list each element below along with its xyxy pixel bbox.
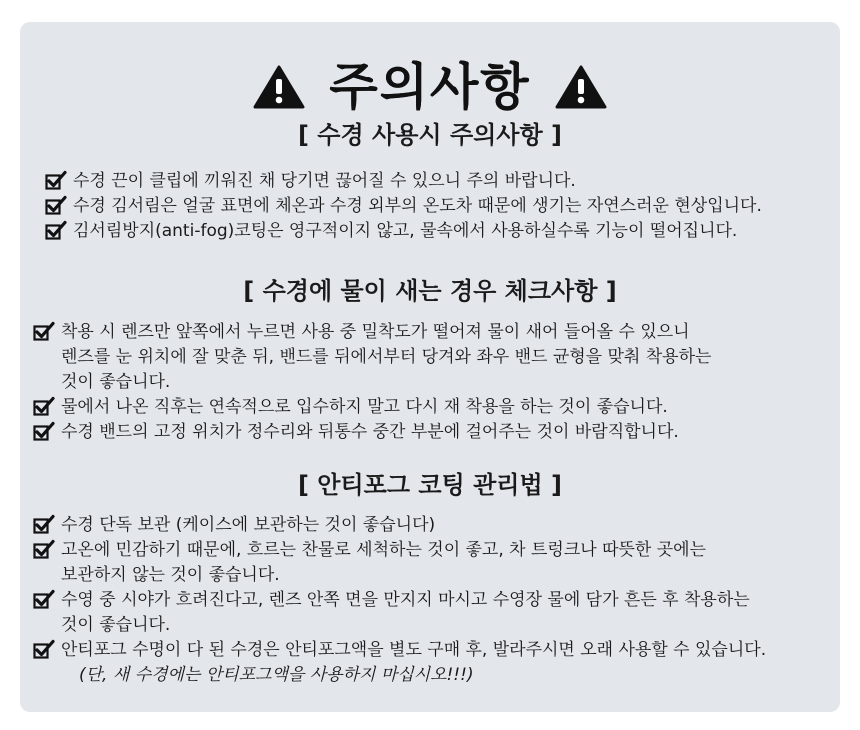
warning-triangle-icon: [253, 65, 305, 109]
item-line: 수영 중 시야가 흐려진다고, 렌즈 안쪽 면을 만지지 마시고 수영장 물에 담가 흔든 후 착용하는: [61, 590, 750, 610]
list-item: [33, 588, 853, 638]
section-heading-usage: [ 수경 사용시 주의사항 ]: [297, 121, 562, 149]
item-text: 수경 끈이 클립에 끼워진 채 당기면 끊어질 수 있으니 주의 바랍니다.: [73, 171, 576, 191]
checkbox-checked-icon: [33, 321, 55, 341]
checkbox-checked-icon: [45, 220, 67, 240]
notice-panel: [20, 22, 840, 712]
item-line: 착용 시 렌즈만 앞쪽에서 누르면 사용 중 밀착도가 떨어져 물이 새어 들어올 수 있으니: [61, 322, 690, 342]
item-text: [61, 320, 711, 395]
list-item: [45, 219, 860, 244]
item-line: 것이 좋습니다.: [61, 615, 171, 635]
item-text: 김서림방지(anti-fog)코팅은 영구적이지 않고, 물속에서 사용하실수록 기능이 떨어집니다.: [73, 221, 738, 241]
list-item: [33, 420, 853, 445]
checkbox-checked-icon: [33, 396, 55, 416]
item-line: 렌즈를 눈 위치에 잘 맞춘 뒤, 밴드를 뒤에서부터 당겨와 좌우 밴드 균형을 맞춰 착용하는: [61, 347, 712, 367]
list-item: [45, 194, 860, 219]
list-item: [33, 395, 853, 420]
checkbox-checked-icon: [33, 539, 55, 559]
list-item: [33, 513, 853, 538]
item-text: [61, 538, 706, 588]
checkbox-checked-icon: [45, 195, 67, 215]
list-item: [45, 169, 860, 194]
title-row: [20, 52, 840, 122]
item-text: 안티포그 수명이 다 된 수경은 안티포그액을 별도 구매 후, 발라주시면 오래 사용할 수 있습니다.: [61, 640, 767, 660]
leak-check-list: [20, 320, 853, 445]
item-line: 것이 좋습니다.: [61, 372, 171, 392]
checkbox-checked-icon: [33, 421, 55, 441]
section-heading-antifog-care: [ 안티포그 코팅 관리법 ]: [297, 471, 562, 499]
item-line: 보관하지 않는 것이 좋습니다.: [61, 565, 280, 585]
item-text: 수경 단독 보관 (케이스에 보관하는 것이 좋습니다): [61, 515, 436, 535]
list-item: [33, 538, 853, 588]
item-text: 물에서 나온 직후는 연속적으로 입수하지 말고 다시 재 착용을 하는 것이 좋습니다.: [61, 397, 668, 417]
section-heading-leak-check: [ 수경에 물이 새는 경우 체크사항 ]: [243, 277, 617, 305]
checkbox-checked-icon: [33, 639, 55, 659]
warning-triangle-icon: [555, 65, 607, 109]
list-item: [33, 320, 853, 395]
checkbox-checked-icon: [33, 514, 55, 534]
antifog-warning-note: (단, 새 수경에는 안티포그액을 사용하지 마십시오!!!): [79, 665, 474, 685]
item-line: 고온에 민감하기 때문에, 흐르는 찬물로 세척하는 것이 좋고, 차 트렁크나 따뜻한 곳에는: [61, 540, 707, 560]
usage-list: [20, 169, 860, 244]
checkbox-checked-icon: [33, 589, 55, 609]
item-text: 수경 김서림은 얼굴 표면에 체온과 수경 외부의 온도차 때문에 생기는 자연스러운 현상입니다.: [73, 196, 762, 216]
item-text: 수경 밴드의 고정 위치가 정수리와 뒤통수 중간 부분에 걸어주는 것이 바람직합니다.: [61, 422, 679, 442]
antifog-care-list: [20, 513, 853, 688]
page-title: 주의사항: [329, 58, 531, 116]
list-item: [33, 638, 853, 663]
item-text: [61, 588, 750, 638]
checkbox-checked-icon: [45, 170, 67, 190]
